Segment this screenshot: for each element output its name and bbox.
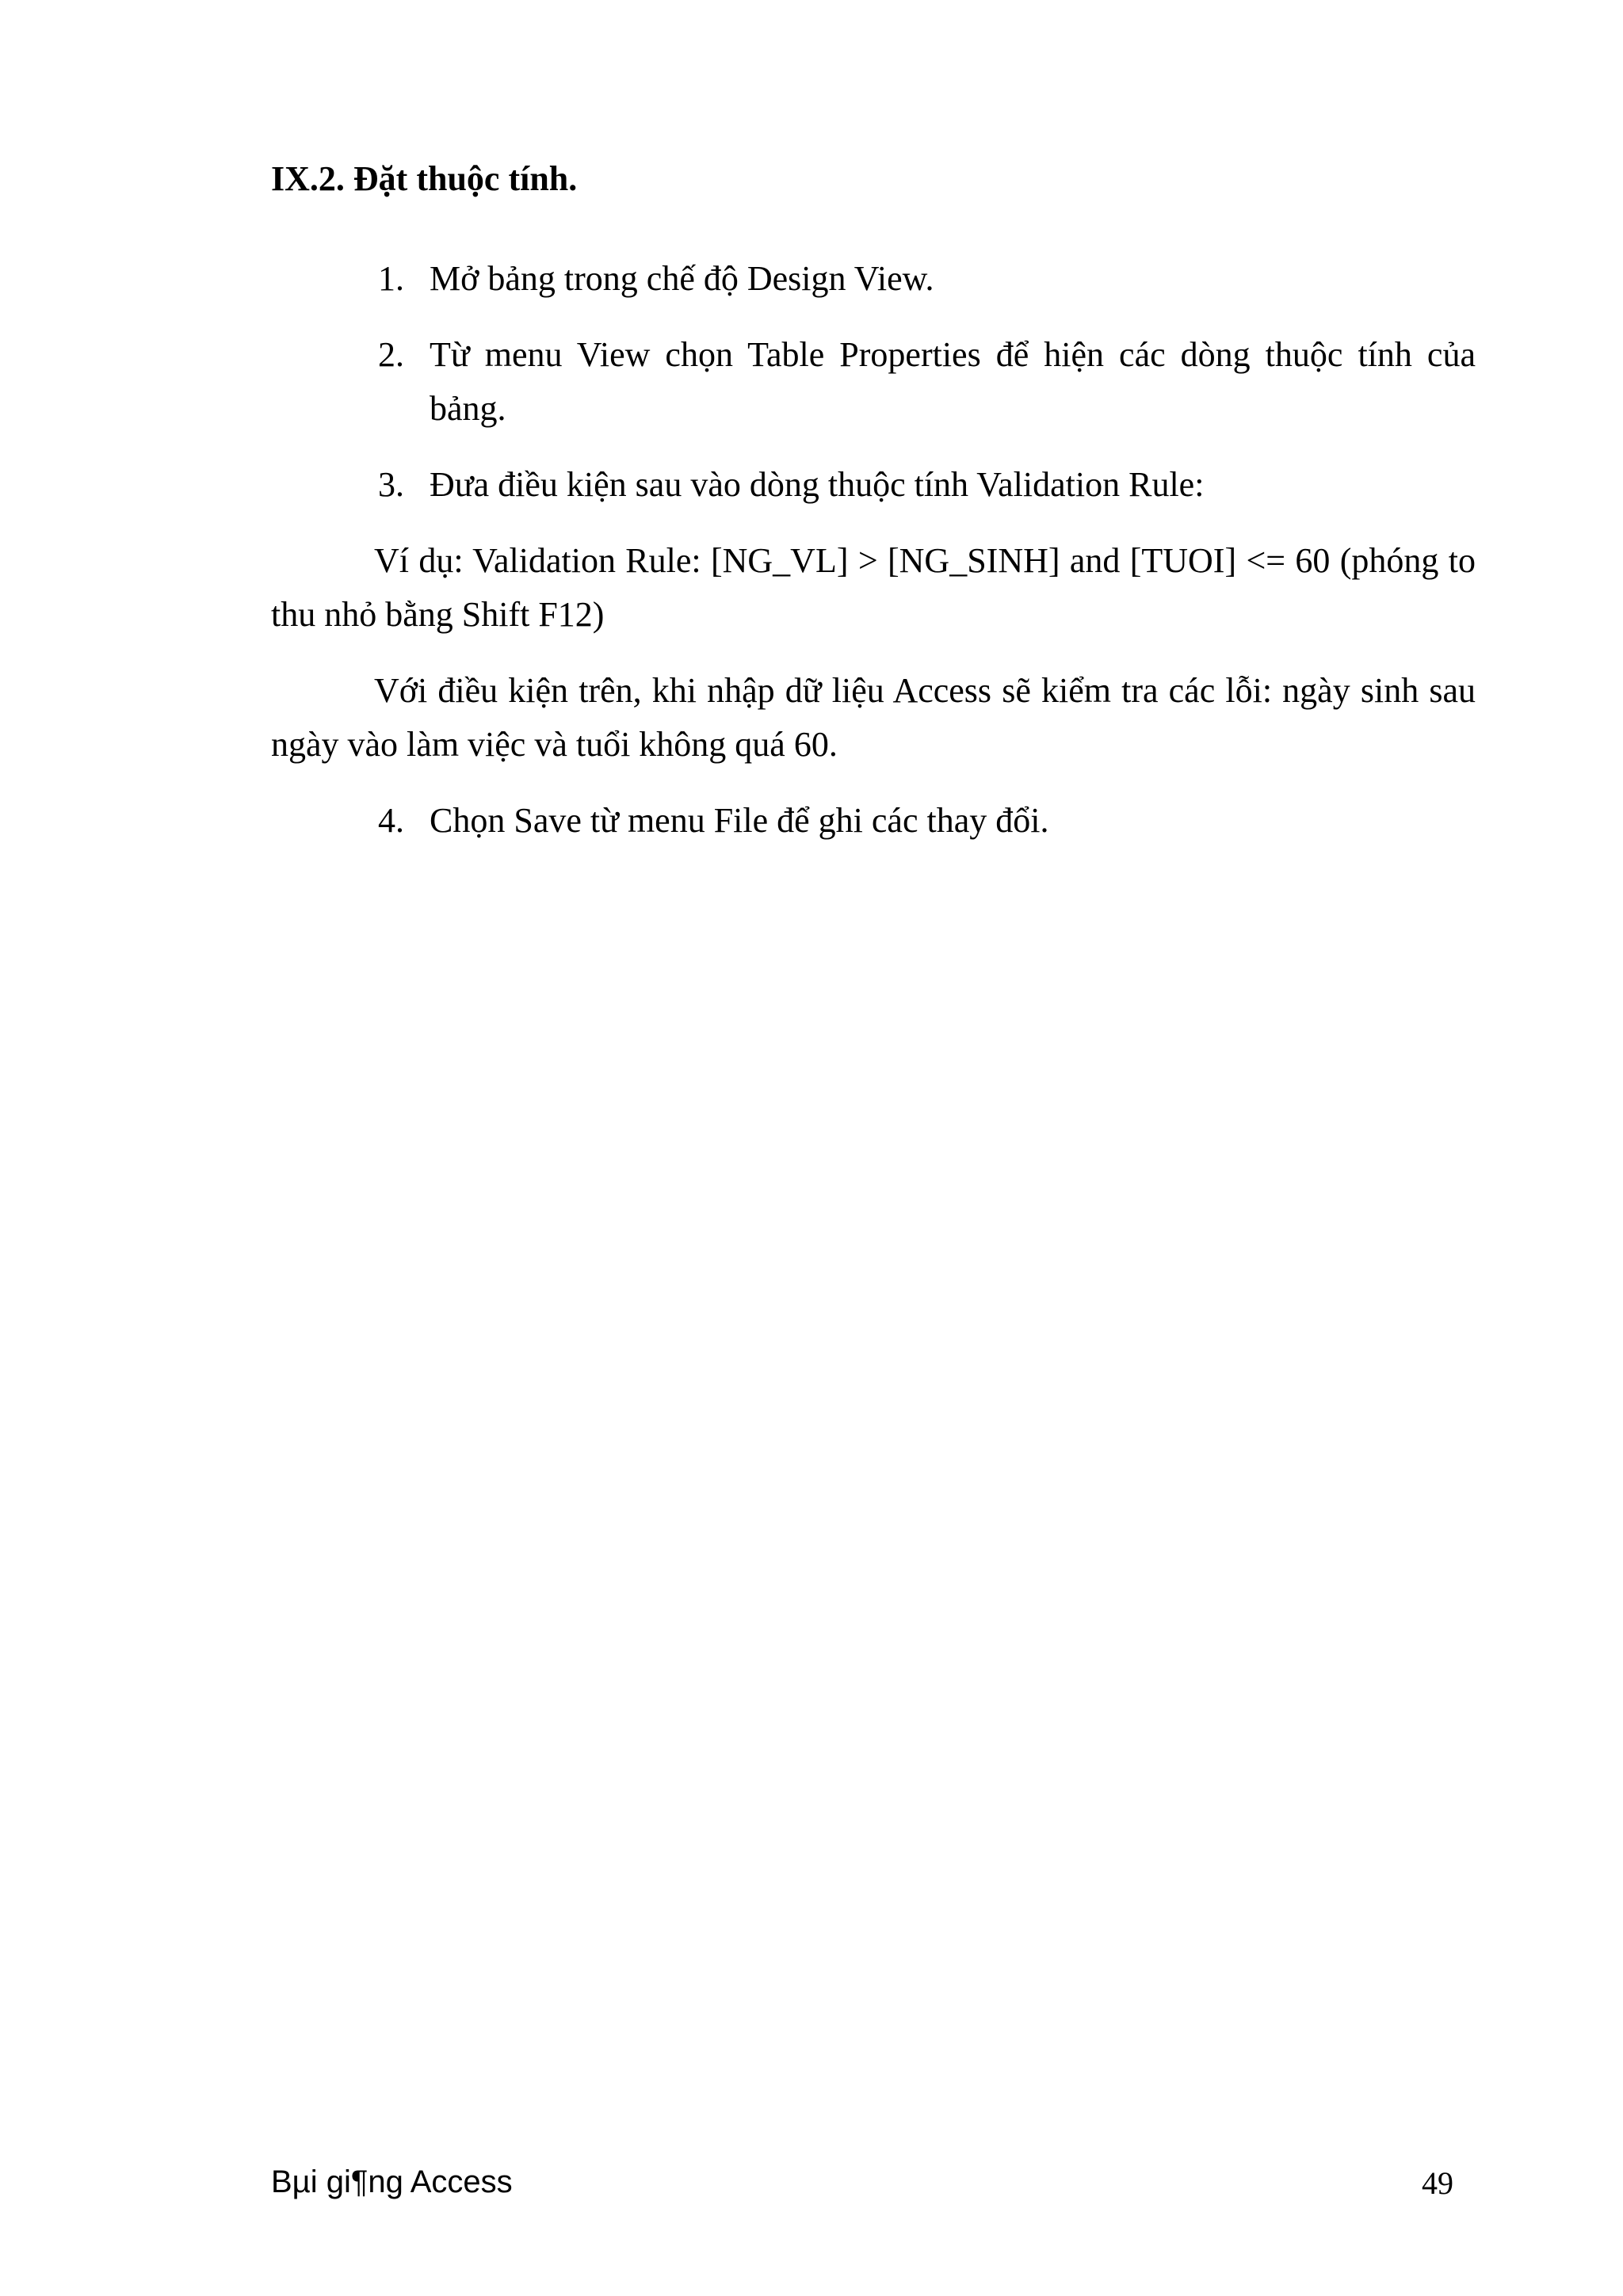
list-text: Chọn Save từ menu File để ghi các thay đổi. [430, 801, 1049, 840]
list-item-3 [271, 458, 1476, 512]
list-text: Đưa điều kiện sau vào dòng thuộc tính Validation Rule: [430, 465, 1205, 504]
list-number: 1. [378, 259, 404, 298]
list-item-2 [271, 328, 1476, 436]
list-item-1 [271, 252, 1476, 306]
list-text: Mở bảng trong chế độ Design View. [430, 259, 934, 298]
footer-title: Bµi gi¶ng Access [271, 2164, 513, 2199]
example-paragraph: Ví dụ: Validation Rule: [NG_VL] > [NG_SINH] and [TUOI] <= 60 (phóng to thu nhỏ bằng Shift F12) [271, 541, 1476, 634]
list-number: 4. [378, 801, 404, 840]
page-number: 49 [1422, 2165, 1453, 2201]
section-heading: IX.2. Đặt thuộc tính. [271, 159, 578, 198]
list-number: 3. [378, 465, 404, 504]
list-item-4 [271, 794, 1476, 848]
section-content [271, 252, 1476, 870]
list-text: Từ menu View chọn Table Properties để hiện các dòng thuộc tính của bảng. [430, 335, 1476, 428]
list-number: 2. [378, 335, 404, 374]
explanation-paragraph: Với điều kiện trên, khi nhập dữ liệu Access sẽ kiểm tra các lỗi: ngày sinh sau ngày vào làm việc và tuổi không quá 60. [271, 671, 1476, 764]
